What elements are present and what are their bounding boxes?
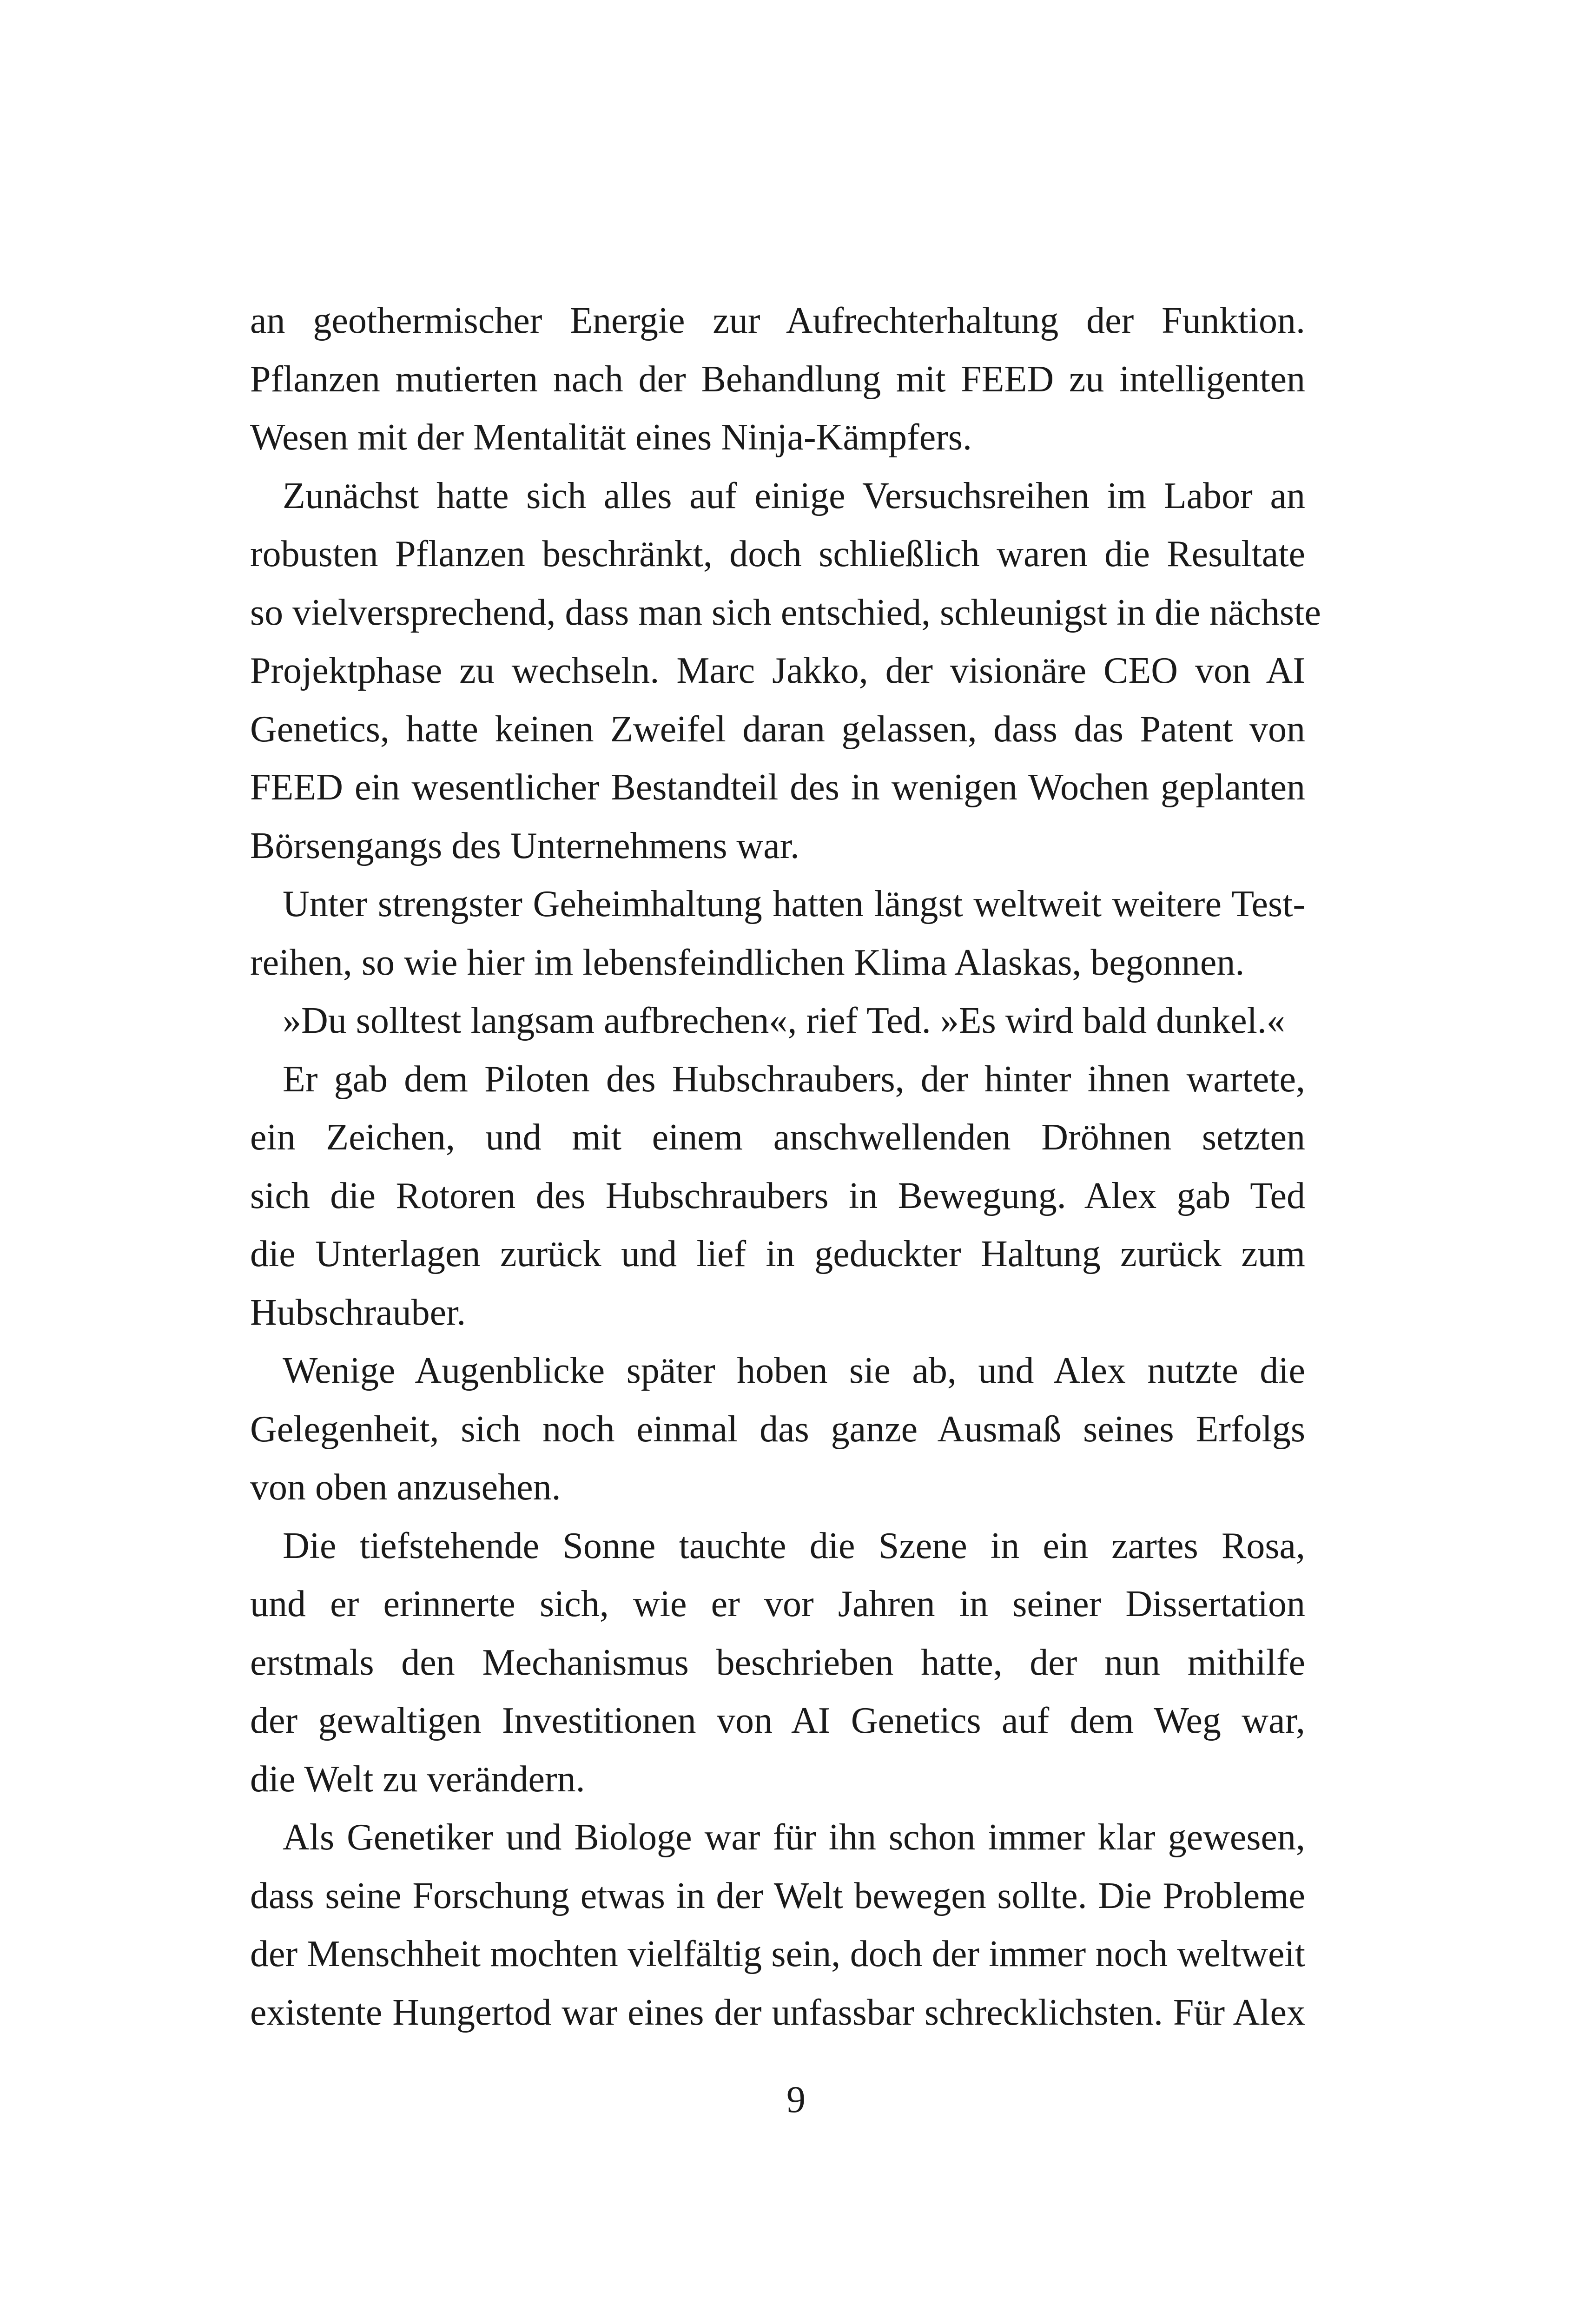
text-line: Genetics, hatte keinen Zweifel daran gelassen, dass das Patent von [250,708,1305,750]
paragraph [250,1517,1305,1809]
paragraph [250,1342,1305,1517]
text-line: und er erinnerte sich, wie er vor Jahren in seiner Dissertation [250,1584,1305,1624]
text-line: sich die Rotoren des Hubschraubers in Bewegung. Alex gab Ted [250,1175,1305,1216]
text-line: so vielversprechend, dass man sich entschied, schleunigst in die nächste [250,592,1321,633]
paragraph [250,1050,1305,1342]
text-line: Die tiefstehende Sonne tauchte die Szene in ein zartes Rosa, [283,1525,1305,1566]
text-line: Zunächst hatte sich alles auf einige Versuchsreihen im Labor an [283,475,1305,516]
text-line: Als Genetiker und Biologe war für ihn schon immer klar gewesen, [283,1817,1305,1858]
text-line: die Welt zu verändern. [250,1758,585,1800]
text-line: erstmals den Mechanismus beschrieben hatte, der nun mithilfe [250,1642,1305,1683]
text-line: dass seine Forschung etwas in der Welt bewegen sollte. Die Probleme [250,1875,1305,1916]
text-line: Projektphase zu wechseln. Marc Jakko, der visionäre CEO von AI [250,650,1305,691]
text-line: Hubschrauber. [250,1292,466,1333]
body-text [250,292,1321,2042]
paragraph [250,292,1305,467]
paragraph [250,875,1305,992]
text-line: von oben anzusehen. [250,1467,561,1508]
paragraph [250,992,1305,1050]
paragraph [250,1809,1305,2042]
text-line: reihen, so wie hier im lebensfeindlichen Klima Alaskas, begonnen. [250,942,1245,983]
text-line: Unter strengster Geheimhaltung hatten längst weltweit weitere Test- [283,884,1305,924]
text-line: an geothermischer Energie zur Aufrechterhaltung der Funktion. [250,300,1305,341]
text-line: existente Hungertod war eines der unfassbar schrecklichsten. Für Alex [250,1992,1305,2033]
text-line: robusten Pflanzen beschränkt, doch schließlich waren die Resultate [250,534,1305,574]
page-number: 9 [786,2078,806,2120]
text-line: ein Zeichen, und mit einem anschwellenden Dröhnen setzten [250,1117,1305,1158]
text-line: Wesen mit der Mentalität eines Ninja-Kämpfers. [250,417,972,458]
paragraph [250,467,1321,876]
text-line: Gelegenheit, sich noch einmal das ganze Ausmaß seines Erfolgs [250,1408,1305,1450]
text-line: Er gab dem Piloten des Hubschraubers, der hinter ihnen wartete, [283,1058,1305,1100]
text-line: die Unterlagen zurück und lief in geduckter Haltung zurück zum [250,1234,1305,1274]
text-line: FEED ein wesentlicher Bestandteil des in wenigen Wochen geplanten [250,767,1305,808]
text-line: Wenige Augenblicke später hoben sie ab, und Alex nutzte die [283,1350,1305,1391]
text-line: der gewaltigen Investitionen von AI Genetics auf dem Weg war, [250,1700,1305,1741]
text-line: der Menschheit mochten vielfältig sein, doch der immer noch weltweit [250,1934,1305,1974]
text-line: Pflanzen mutierten nach der Behandlung mit FEED zu intelligenten [250,358,1305,400]
text-line: »Du solltest langsam aufbrechen«, rief Ted. »Es wird bald dunkel.« [283,1000,1285,1041]
text-line: Börsengangs des Unternehmens war. [250,825,799,866]
